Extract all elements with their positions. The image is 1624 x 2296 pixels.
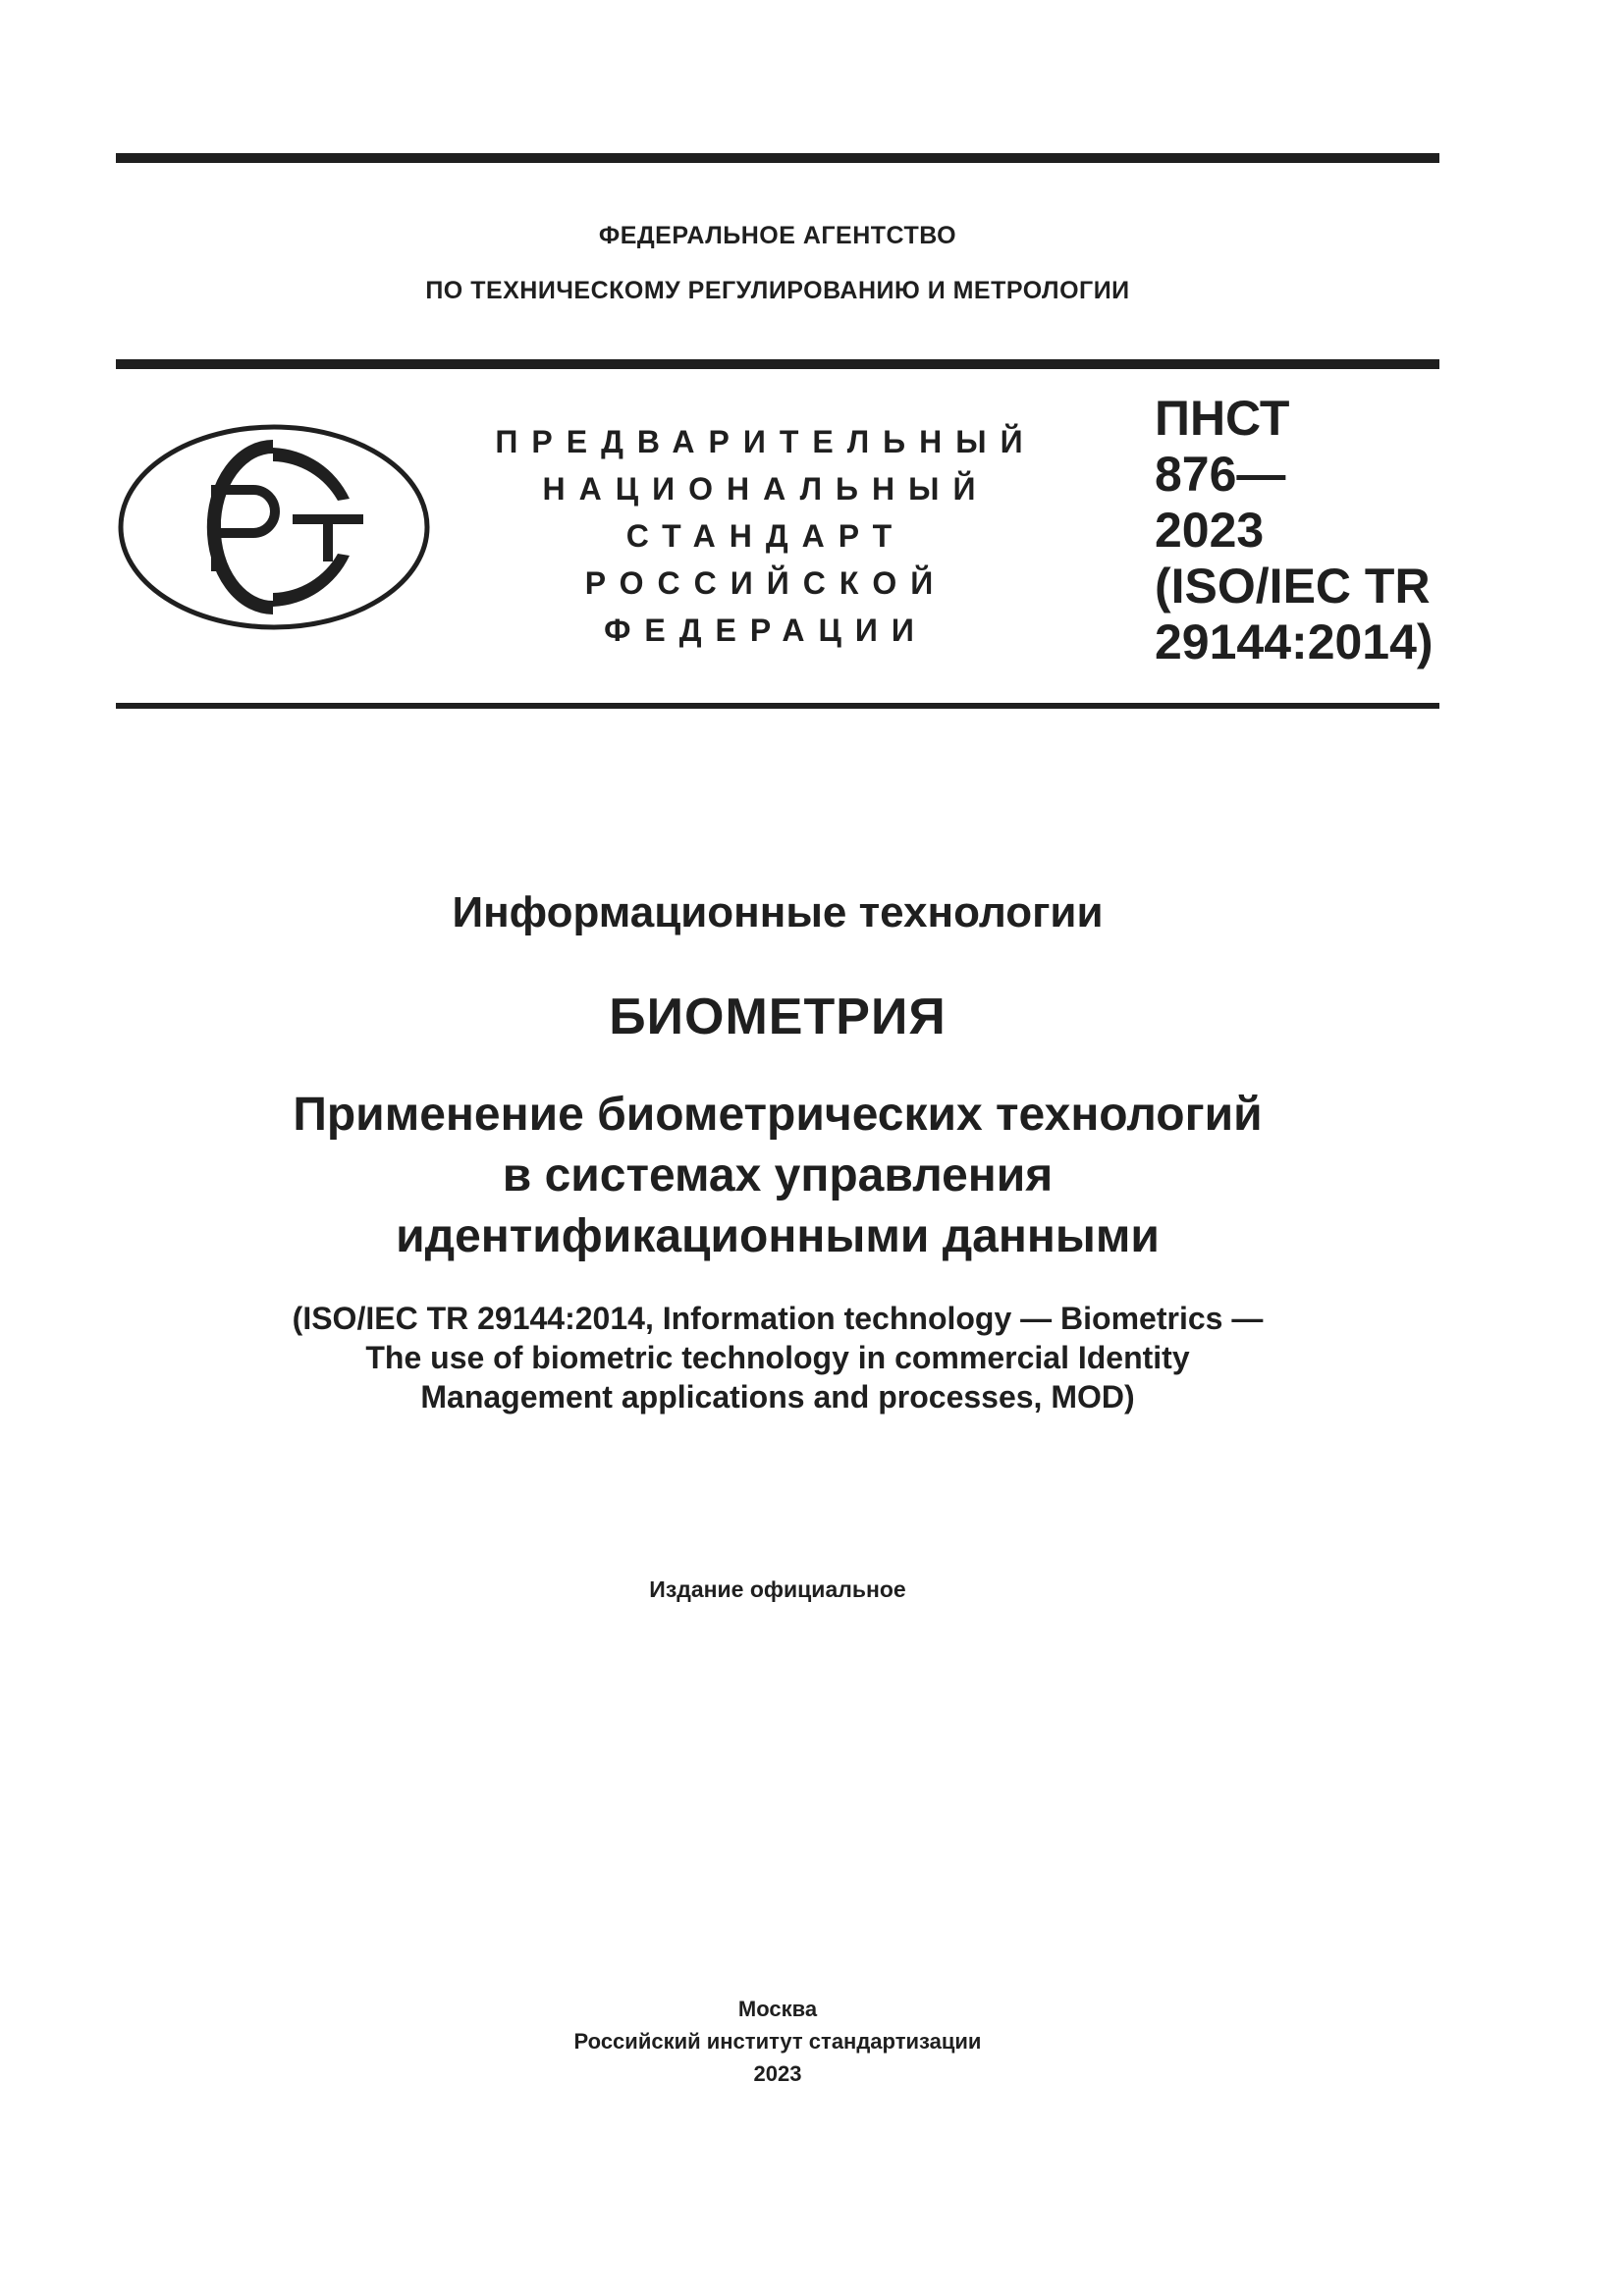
standard-kind-line: НАЦИОНАЛЬНЫЙ (542, 471, 990, 507)
imprint-publisher: Российский институт стандартизации (573, 2029, 982, 2054)
original-standard-reference (116, 1299, 1439, 1416)
edition-label: Издание официальное (649, 1576, 906, 1602)
standard-kind-line: ПРЕДВАРИТЕЛЬНЫЙ (495, 424, 1037, 459)
reference-line: (ISO/IEC TR 29144:2014, Information technology — Biometrics — (292, 1301, 1264, 1336)
designation-line: (ISO/IEC TR (1155, 559, 1431, 614)
top-rule (116, 153, 1439, 163)
subtitle-line: в системах управления (502, 1149, 1054, 1201)
imprint-year: 2023 (753, 2061, 802, 2086)
designation-line: ПНСТ (1155, 391, 1290, 446)
document-title-group: Информационные технологии (452, 888, 1104, 936)
standard-kind (491, 418, 1041, 654)
standard-kind-line: СТАНДАРТ (625, 518, 906, 554)
gost-r-mark-icon (116, 422, 432, 633)
reference-line: The use of biometric technology in commercial Identity (365, 1340, 1190, 1375)
subtitle-line: Применение биометрических технологий (293, 1089, 1263, 1141)
agency-line-1: ФЕДЕРАЛЬНОЕ АГЕНТСТВО (598, 222, 957, 249)
standard-block-rule (116, 703, 1439, 709)
document-subtitle (116, 1085, 1439, 1267)
imprint-city: Москва (737, 1997, 818, 2021)
header-rule (116, 359, 1439, 369)
imprint (116, 1993, 1439, 2090)
standard-kind-line: РОССИЙСКОЙ (584, 565, 947, 601)
agency-line-2: ПО ТЕХНИЧЕСКОМУ РЕГУЛИРОВАНИЮ И МЕТРОЛОГИИ (425, 277, 1130, 304)
designation-line: 876— (1155, 447, 1286, 502)
standard-designation (1155, 391, 1449, 670)
subtitle-line: идентификационными данными (396, 1210, 1160, 1262)
designation-line: 2023 (1155, 503, 1265, 558)
document-title-main: БИОМЕТРИЯ (609, 988, 947, 1045)
standard-kind-line: ФЕДЕРАЦИИ (604, 613, 928, 648)
reference-line: Management applications and processes, MOD) (420, 1379, 1135, 1415)
designation-line: 29144:2014) (1155, 614, 1434, 669)
